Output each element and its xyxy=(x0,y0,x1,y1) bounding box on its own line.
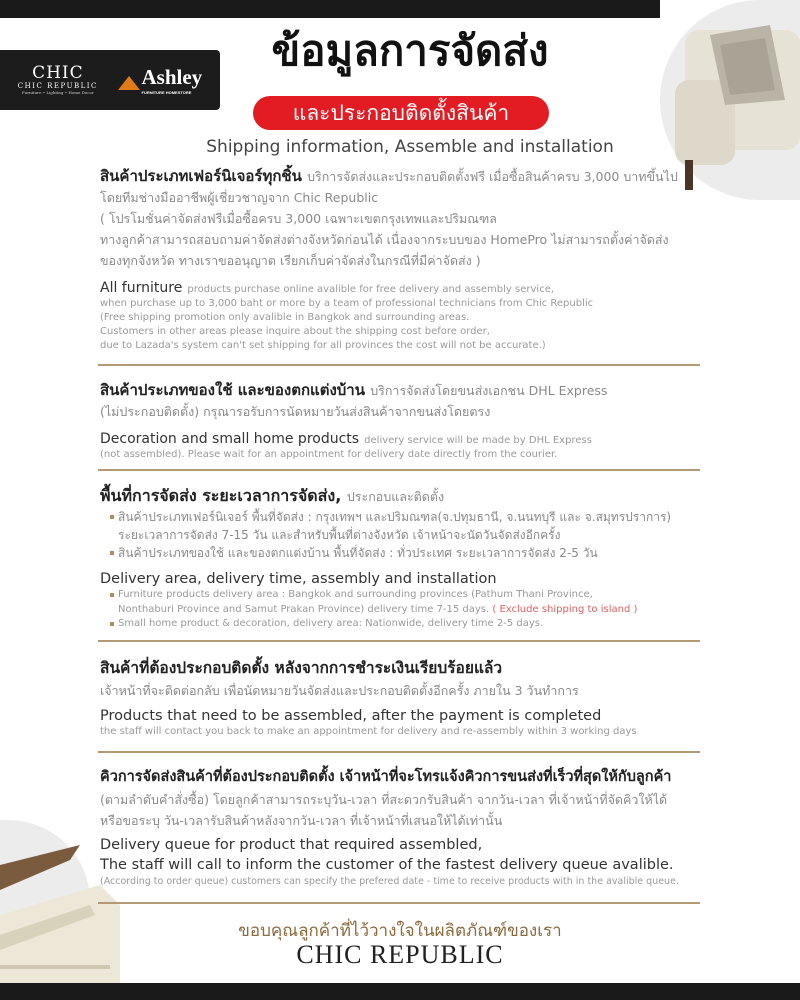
brand-logos xyxy=(0,50,220,110)
divider xyxy=(98,469,700,471)
ashley-logo: Ashley FURNITURE HOMESTORE xyxy=(118,65,203,95)
page-title: ข้อมูลการจัดส่ง xyxy=(271,26,549,75)
subtitle: Shipping information, Assemble and installation xyxy=(206,137,614,157)
divider xyxy=(98,640,700,642)
chic-republic-logo: CHIC CHIC REPUBLIC Furniture • Lighting • Home Decor xyxy=(17,63,98,95)
section-decoration: สินค้าประเภทของใช้ และของตกแต่งบ้าน บริการจัดส่งโดยขนส่งเอกชน DHL Express (ไม่ประกอบติดตั้ง) กรุณารอรับการนัดหมายวันส่งสินค้าจากขนส่งโดยตรง Decoration and small home products delivery service will be made by DHL Express (not assembled). Please wait for an appointment for delivery date directly from the courier. xyxy=(100,381,608,460)
divider xyxy=(98,364,700,366)
bullet-item: สินค้าประเภทของใช้ และของตกแต่งบ้าน พื้นที่จัดส่ง : ทั่วประเทศ ระยะเวลาการจัดส่ง 2-5 วัน xyxy=(100,544,740,562)
section-heading: สินค้าประเภทเฟอร์นิเจอร์ทุกชิ้น xyxy=(100,167,302,185)
section-assembly: สินค้าที่ต้องประกอบติดตั้ง หลังจากการชำระเงินเรียบร้อยแล้ว เจ้าหน้าที่จะติดต่อกลับ เพื่อนัดหมายวันจัดส่งและประกอบติดตั้งอีกครั้ง ภายใน 3 วันทำการ Products that need to be assembled, after the payment is completed the staff will contact you back to make an appointment for delivery and re-assembly within 3 working days xyxy=(100,659,637,737)
note-exclude-island: ( Exclude shipping to island ) xyxy=(492,603,638,615)
section-queue: คิวการจัดส่งสินค้าที่ต้องประกอบติดตั้ง เจ้าหน้าที่จะโทรแจ้งคิวการขนส่งที่เร็วที่สุดให้กับลูกค้า (ตามลำดับคำสั่งซื้อ) โดยลูกค้าสามารถระบุวัน-เวลา ที่สะดวกรับสินค้า จากวัน-เวลา ที่เจ้าหน้าที่จัดคิวให้ได้ หรือขอระบุ วัน-เวลารับสินค้าหลังจากวัน-เวลา ที่เจ้าหน้าที่เสนอให้ได้เท่านั้น Delivery queue for product that required assembled, The staff will call to inform the customer of the fastest delivery queue avalible. (According to order queue) customers can specify the prefered date - time to receive products with in the avalible queue. xyxy=(100,769,679,887)
section-delivery-area: พื้นที่การจัดส่ง ระยะเวลาการจัดส่ง, ประกอบและติดตั้ง สินค้าประเภทเฟอร์นิเจอร์ พื้นที่จัดส่ง : กรุงเทพฯ และปริมณฑล(จ.ปทุมธานี, จ.นนทบุรี และ จ.สมุทรปราการ) ระยะเวลาการจัดส่ง 7-15 วัน และสำหรับพื้นที่ต่างจังหวัด เจ้าหน้าจะนัดวันจัดส่งอีกครั้ง สินค้าประเภทของใช้ และของตกแต่งบ้าน พื้นที่จัดส่ง : ทั่วประเทศ ระยะเวลาการจัดส่ง 2-5 วัน Delivery area, delivery time, assembly and installation Furniture products delivery area : Bangkok and surrounding provinces (Pathum Thani Province, Nonthaburi Province and Samut Prakan Province) delivery time 7-15 days. ( Exclude shipping to island ) Small home product & decoration, delivery area: Nationwide, delivery time 2-5 days. xyxy=(100,484,740,632)
brand-wordmark: CHIC REPUBLIC xyxy=(296,940,504,969)
bullet-item: Furniture products delivery area : Bangkok and surrounding provinces (Pathum Thani Province, Nonthaburi Province and Samut Prakan Province) delivery time 7-15 days. ( Exclude shipping to island ) xyxy=(100,588,740,617)
bullet-item: Small home product & decoration, delivery area: Nationwide, delivery time 2-5 days. xyxy=(100,617,740,632)
house-icon xyxy=(118,76,140,90)
top-bar xyxy=(0,0,660,18)
thank-you-text: ขอบคุณลูกค้าที่ไว้วางใจในผลิตภัณฑ์ของเรา xyxy=(238,921,562,941)
title-pill: และประกอบติดตั้งสินค้า xyxy=(253,96,549,130)
section-furniture: สินค้าประเภทเฟอร์นิเจอร์ทุกชิ้น บริการจัดส่งและประกอบติดตั้งฟรี เมื่อซื้อสินค้าครบ 3,000 บาทขึ้นไป โดยทีมช่างมืออาชีพผู้เชี่ยวชาญจาก Chic Republic ( โปรโมชั่นค่าจัดส่งฟรีเมื่อซื้อครบ 3,000 เฉพาะเขตกรุงเทพและปริมณฑล ทางลูกค้าสามารถสอบถามค่าจัดส่งต่างจังหวัดก่อนได้ เนื่องจากระบบของ HomePro ไม่สามารถตั้งค่าจัดส่ง ของทุกจังหวัด ทางเราขออนุญาต เรียกเก็บค่าจัดส่งในกรณีที่มีค่าจัดส่ง ) All furniture products purchase online avalible for free delivery and assembly service, when purchase up to 3,000 baht or more by a team of professional technicians from Chic Republic (Free shipping promotion only avalible in Bangkok and surrounding areas. Customers in other areas please inquire about the shipping cost before order, due to Lazada's system can't set shipping for all provinces the cost will not be accurate.) xyxy=(100,167,678,351)
divider xyxy=(98,751,700,753)
divider xyxy=(98,902,700,904)
sofa-image xyxy=(675,10,800,190)
en-heading: All furniture xyxy=(100,280,183,296)
bottom-bar xyxy=(0,983,800,1000)
bullet-item: สินค้าประเภทเฟอร์นิเจอร์ พื้นที่จัดส่ง : กรุงเทพฯ และปริมณฑล(จ.ปทุมธานี, จ.นนทบุรี และ จ.สมุทรปราการ) ระยะเวลาการจัดส่ง 7-15 วัน และสำหรับพื้นที่ต่างจังหวัด เจ้าหน้าจะนัดวันจัดส่งอีกครั้ง xyxy=(100,508,740,544)
